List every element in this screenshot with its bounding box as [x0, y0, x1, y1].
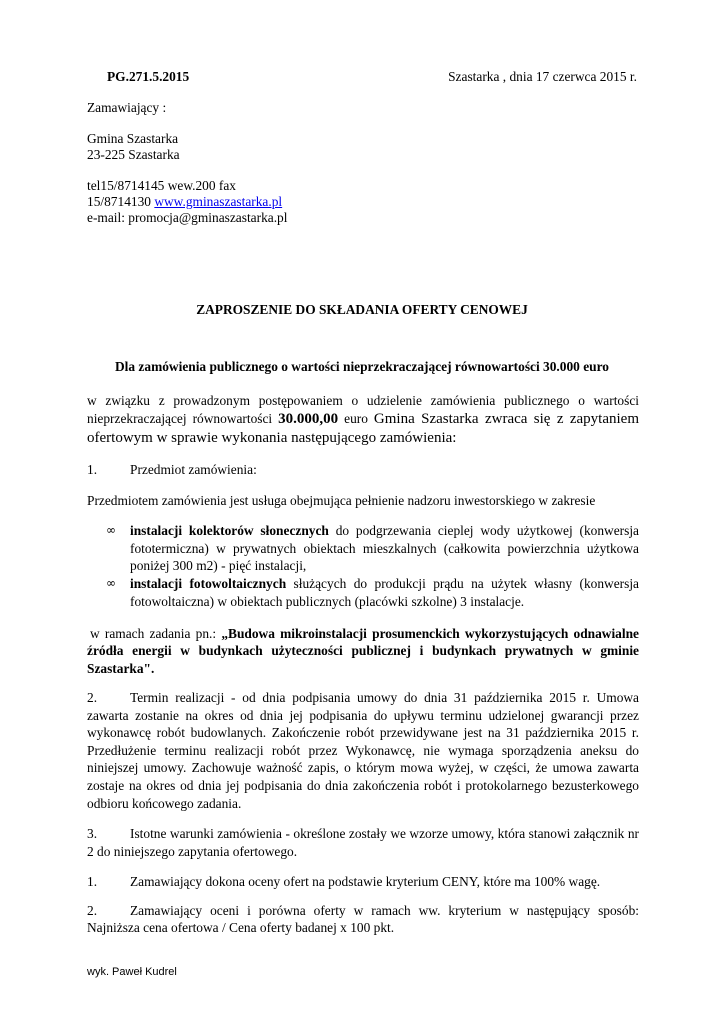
intro-line-3: ofertowym w sprawie wykonania następującego zamówienia: — [87, 430, 457, 446]
bullet-symbol: ∞ — [106, 523, 116, 537]
footer-author: wyk. Paweł Kudrel — [87, 966, 177, 978]
criteria-2-line-1: Zamawiający oceni i porówna oferty w ramach ww. kryterium w następujący sposób: — [130, 903, 639, 918]
section-1-description: Przedmiotem zamówienia jest usługa obejmująca pełnienie nadzoru inwestorskiego w zakresie — [87, 493, 596, 508]
document-subtitle: Dla zamówienia publicznego o wartości nieprzekraczającej równowartości 30.000 euro — [115, 359, 609, 374]
project-line-3: Szastarka". — [87, 661, 155, 676]
section-3-line-1: Istotne warunki zamówienia - określone zostały we wzorze umowy, która stanowi załącznik nr — [130, 826, 639, 841]
section-2-line-2: zawarta zostanie na okres od dnia jej podpisania do upływu terminu udzielonej gwarancji przez — [87, 708, 639, 723]
section-3-number: 3. — [87, 826, 98, 841]
criteria-2-line-2: Najniższa cena ofertowa / Cena oferty badanej x 100 pkt. — [87, 920, 395, 935]
bullet-2-line-2: fotowoltaiczna) w obiektach publicznych (placówki szkolne) 3 instalacje. — [130, 594, 525, 609]
section-2-number: 2. — [87, 690, 98, 705]
section-2-line-7: odbioru końcowego zadania. — [87, 796, 242, 811]
section-2-line-5: niniejszej umowy. Zachowuje ważność zapis, o którym mowa wyżej, w części, że umowa zawarta — [87, 760, 639, 775]
section-2-line-4: Przedłużenie terminu realizacji robót przez Wykonawcę, nie wymaga sporządzenia aneksu do — [87, 743, 639, 758]
bullet-1-line-2: fototermiczna) w prywatnych obiektach mieszkalnych (całkowita powierzchnia użytkowa — [130, 541, 639, 556]
bullet-1-line-1: instalacji kolektorów słonecznych do podgrzewania cieplej wody użytkowej (konwersja — [130, 523, 640, 538]
section-1-title: Przedmiot zamówienia: — [130, 462, 257, 477]
section-2-line-6: zostaje na okres od dnia jej podpisania do dnia zakończenia robót i protokolarnego bezusterkowego — [87, 778, 639, 793]
criteria-2-number: 2. — [87, 903, 98, 918]
project-line-1: w ramach zadania pn.: „Budowa mikroinstalacji prosumenckich wykorzystujących odnawialne — [90, 626, 639, 641]
sender-fax-line — [87, 194, 639, 210]
amount: 30.000,00 — [278, 411, 339, 427]
reference-number: PG.271.5.2015 — [107, 69, 190, 84]
sender-email: e-mail: promocja@gminaszastarka.pl — [87, 210, 288, 225]
section-2-line-3: wykonawcę robót budowlanych. Zakończenie robót przewidywane jest na 31 października 2015 r. — [87, 725, 639, 740]
bullet-1-line-3: poniżej 300 m2) - pięć instalacji, — [130, 558, 307, 573]
website-link[interactable]: www.gminaszastarka.pl — [154, 194, 283, 209]
intro-line-2: nieprzekraczającej równowartości 30.000,00 euro Gmina Szastarka zwraca się z zapytaniem — [87, 411, 639, 427]
project-line-2: źródła energii w budynkach użyteczności publicznej i budynkach prywatnych w gminie — [87, 643, 639, 658]
bullet-symbol: ∞ — [106, 576, 116, 590]
section-1-number: 1. — [87, 462, 98, 477]
document-title: ZAPROSZENIE DO SKŁADANIA OFERTY CENOWEJ — [196, 302, 528, 317]
intro-line-1: w związku z prowadzonym postępowaniem o udzielenie zamówienia publicznego o wartości — [87, 393, 639, 408]
sender-label: Zamawiający : — [87, 100, 167, 115]
sender-postal: 23-225 Szastarka — [87, 147, 180, 162]
sender-fax: 15/8714130 — [87, 194, 151, 209]
place-date: Szastarka , dnia 17 czerwca 2015 r. — [448, 69, 637, 84]
section-3-line-2: 2 do niniejszego zapytania ofertowego. — [87, 844, 298, 859]
sender-tel: tel15/8714145 wew.200 fax — [87, 178, 237, 193]
criteria-1-text: Zamawiający dokona oceny ofert na podstawie kryterium CENY, które ma 100% wagę. — [130, 874, 601, 889]
sender-name: Gmina Szastarka — [87, 131, 179, 146]
bullet-2-line-1: instalacji fotowoltaicznych służących do produkcji prądu na użytek własny (konwersja — [130, 576, 639, 591]
section-2-line-1: Termin realizacji - od dnia podpisania umowy do dnia 31 października 2015 r. Umowa — [130, 690, 639, 705]
criteria-1-number: 1. — [87, 874, 98, 889]
